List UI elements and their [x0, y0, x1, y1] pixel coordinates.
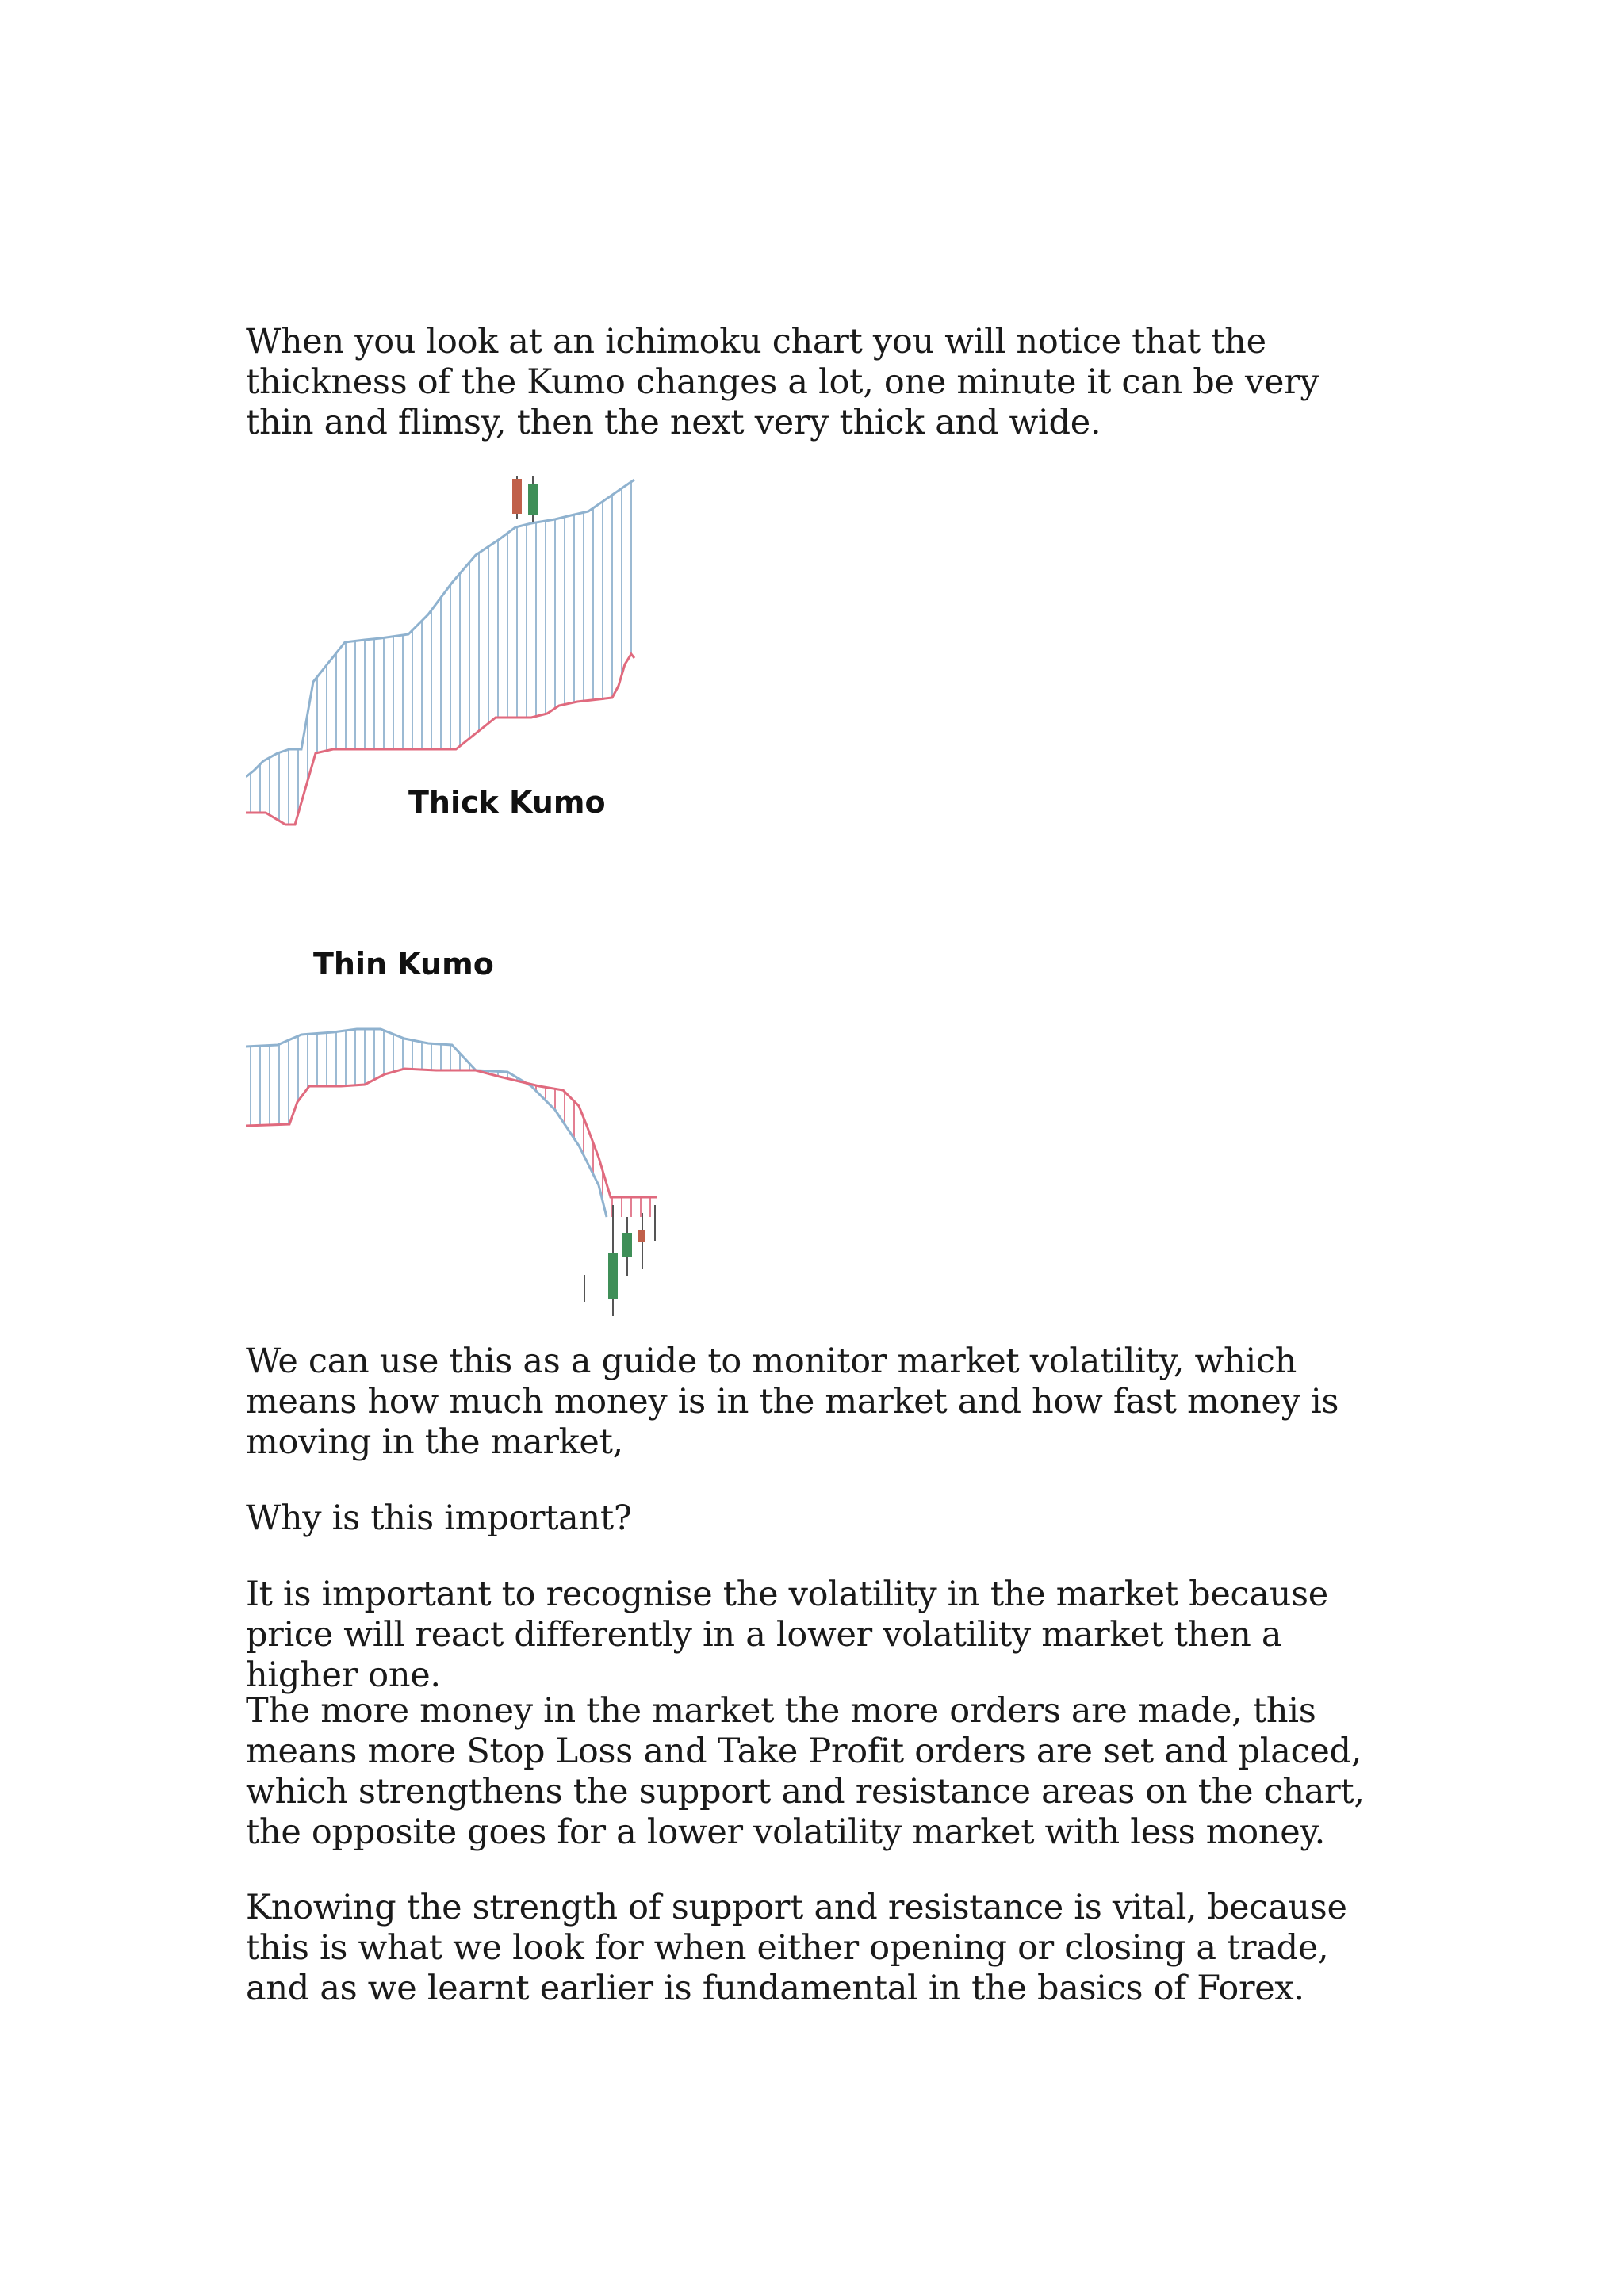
thin-kumo-figure: [246, 943, 658, 1316]
thick-kumo-label: Thick Kumo: [408, 785, 606, 820]
paragraph-important: It is important to recognise the volatility in the market because price will react differently in a lower volatility market then a higher one.: [246, 1575, 1328, 1695]
candle-green: [608, 1253, 618, 1299]
paragraph-orders: The more money in the market the more orders are made, this means more Stop Loss and Take Profit orders are set and placed, which strengthens the support and resistance areas on the chart, the opposite goes for a lower volatility market with less money.: [246, 1691, 1365, 1852]
paragraph-intro: When you look at an ichimoku chart you will notice that the thickness of the Kumo changes a lot, one minute it can be very thin and flimsy, then the next very thick and wide.: [246, 322, 1320, 442]
paragraph-question: Why is this important?: [246, 1498, 632, 1538]
thin-kumo-chart: [246, 943, 658, 1316]
candle-green: [622, 1233, 632, 1257]
paragraph-volatility: We can use this as a guide to monitor market volatility, which means how much money is in the market and how fast money is moving in the market,: [246, 1341, 1339, 1462]
candle-red: [512, 479, 522, 514]
senkou-span-a-line: [246, 1029, 607, 1217]
candle-red: [638, 1230, 645, 1242]
paragraph-knowing: Knowing the strength of support and resistance is vital, because this is what we look for when either opening or closing a trade, and as we learnt earlier is fundamental in the basics of Forex.: [246, 1888, 1347, 2008]
thin-kumo-label: Thin Kumo: [313, 947, 494, 982]
thick-kumo-figure: [246, 476, 658, 840]
candle-green: [528, 484, 538, 515]
